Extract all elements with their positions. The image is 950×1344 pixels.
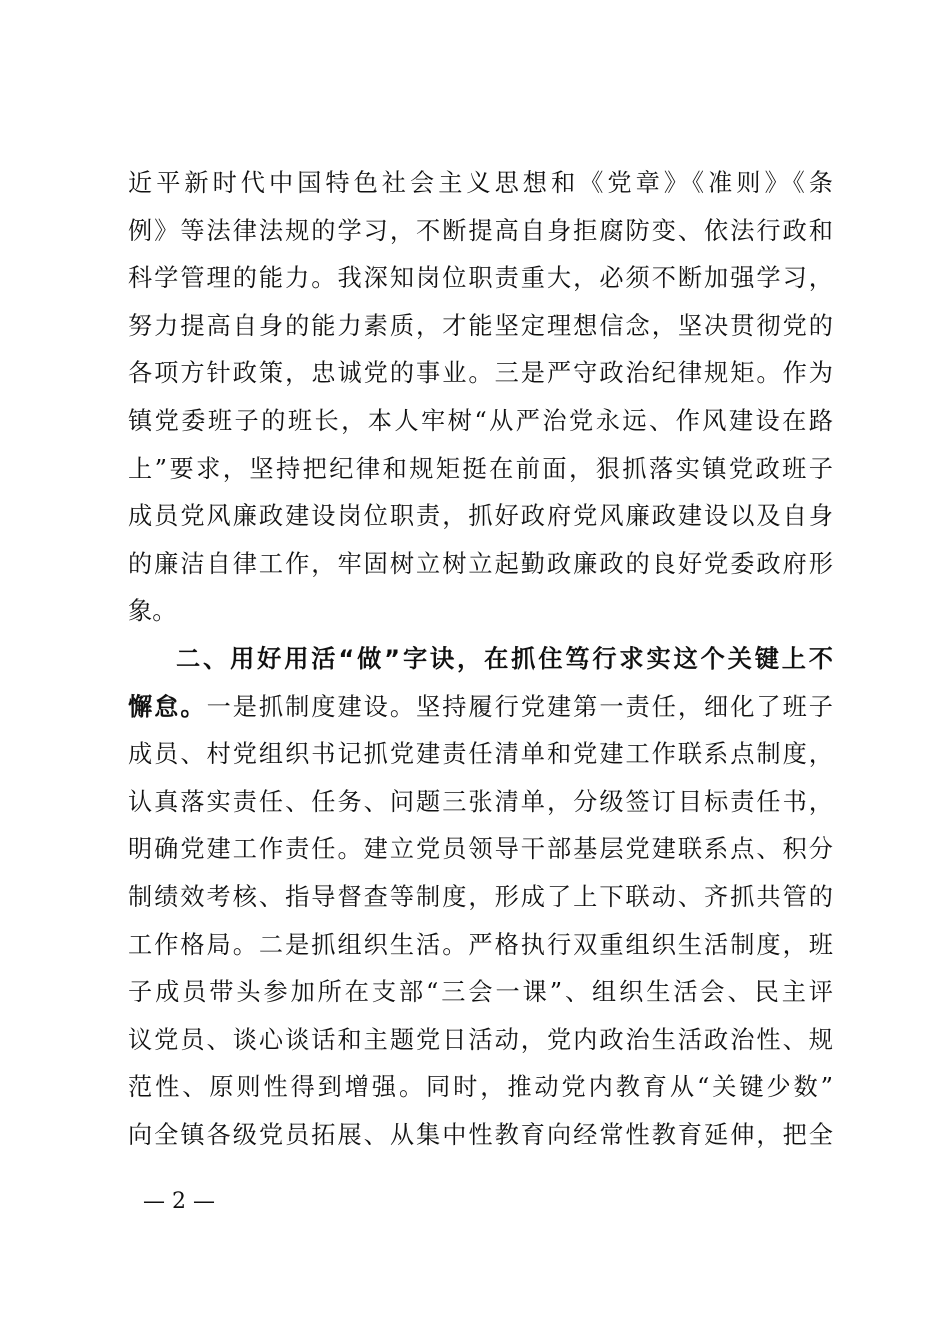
- text-line: 明确党建工作责任。建立党员领导干部基层党建联系点、积分: [128, 835, 833, 864]
- text-line: 各项方针政策，忠诚党的事业。三是严守政治纪律规矩。作为: [128, 359, 833, 388]
- text-line: 努力提高自身的能力素质，才能坚定理想信念，坚决贯彻党的: [128, 311, 833, 340]
- text-line: 象。: [128, 597, 177, 626]
- text-line: 范性、原则性得到增强。同时，推动党内教育从“关键少数”: [128, 1073, 833, 1102]
- section-first-line-text: 一是抓制度建设。坚持履行党建第一责任，细化了班子: [206, 692, 833, 721]
- section-first-line: [128, 684, 833, 732]
- page-number: — 2 —: [143, 1189, 215, 1214]
- section-heading-end: 懈怠。: [128, 692, 207, 721]
- text-line: 认真落实责任、任务、问题三张清单，分级签订目标责任书，: [128, 787, 833, 816]
- text-line: 镇党委班子的班长，本人牢树“从严治党永远、作风建设在路: [128, 406, 833, 435]
- text-line: 近平新时代中国特色社会主义思想和《党章》《准则》《条: [128, 169, 833, 197]
- text-line: 成员党风廉政建设岗位职责，抓好政府党风廉政建设以及自身: [128, 502, 833, 531]
- text-line: 科学管理的能力。我深知岗位职责重大，必须不断加强学习，: [128, 264, 833, 293]
- body-text: [128, 160, 833, 1159]
- text-line: 工作格局。二是抓组织生活。严格执行双重组织生活制度，班: [128, 930, 833, 959]
- text-line: 的廉洁自律工作，牢固树立树立起勤政廉政的良好党委政府形: [128, 549, 833, 578]
- section-heading: 二、用好用活“做”字诀，在抓住笃行求实这个关键上不: [176, 644, 833, 673]
- text-line: 子成员带头参加所在支部“三会一课”、组织生活会、民主评: [128, 978, 833, 1007]
- text-line: 向全镇各级党员拓展、从集中性教育向经常性教育延伸，把全: [128, 1120, 833, 1149]
- text-line: 上”要求，坚持把纪律和规矩挺在前面，狠抓落实镇党政班子: [128, 454, 833, 483]
- text-line: 例》等法律法规的学习，不断提高自身拒腐防变、依法行政和: [128, 216, 833, 245]
- text-line: 制绩效考核、指导督查等制度，形成了上下联动、齐抓共管的: [128, 882, 833, 911]
- text-line: 议党员、谈心谈话和主题党日活动，党内政治生活政治性、规: [128, 1025, 833, 1054]
- text-line: 成员、村党组织书记抓党建责任清单和党建工作联系点制度，: [128, 740, 833, 769]
